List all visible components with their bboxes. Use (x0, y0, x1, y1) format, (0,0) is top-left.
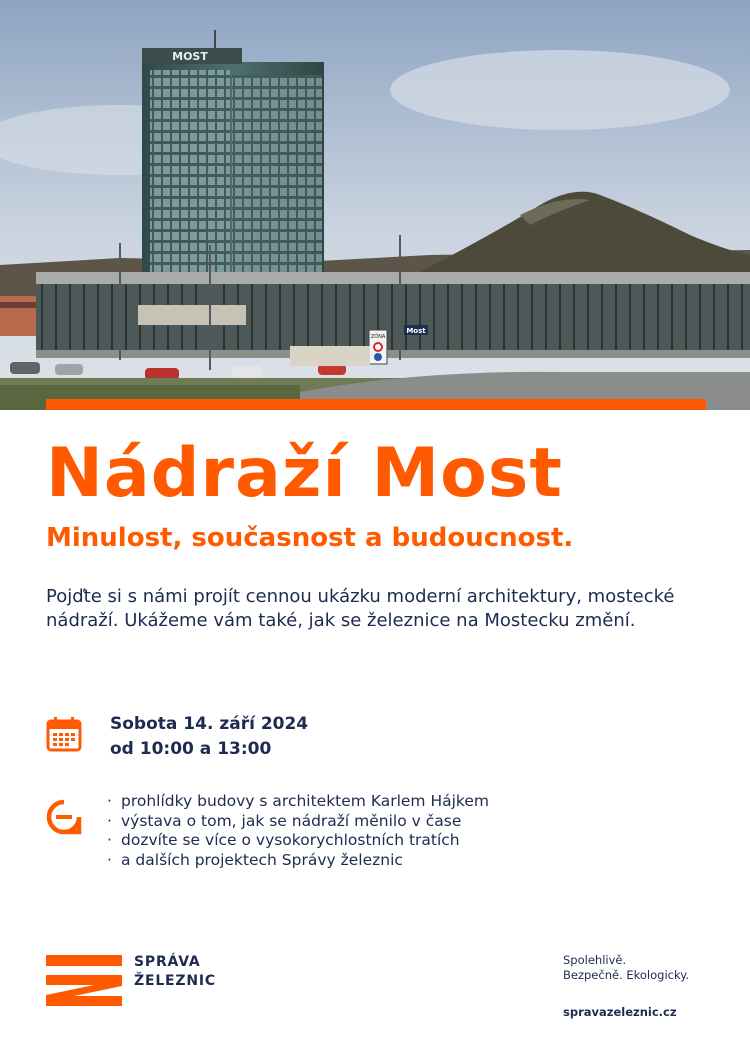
calendar-icon (46, 716, 82, 756)
brand-name (134, 953, 216, 991)
zone-sign: ZÓNA (370, 334, 386, 340)
highlights-list (105, 792, 489, 870)
station-photo (0, 0, 750, 410)
list-item: · výstava o tom, jak se nádraží měnilo v čase (105, 812, 489, 832)
list-item: · dozvíte se více o vysokorychlostních tratích (105, 831, 489, 851)
accent-bar (46, 399, 706, 410)
list-item: · prohlídky budovy s architektem Karlem Hájkem (105, 792, 489, 812)
list-item: · a dalších projektech Správy železnic (105, 851, 489, 871)
sz-logo-icon (46, 955, 122, 1021)
page-subtitle: Minulost, současnost a budoucnost. (46, 523, 574, 553)
brand-line-1: SPRÁVA (134, 954, 201, 970)
station-sign: Most (406, 327, 426, 335)
brand-line-2: ŽELEZNIC (134, 973, 216, 989)
event-date: Sobota 14. září 2024 (110, 714, 309, 734)
event-time: od 10:00 a 13:00 (110, 739, 272, 759)
page-title: Nádraží Most (46, 434, 563, 513)
website-link[interactable]: spravazeleznic.cz (563, 1005, 677, 1019)
intro-text: Pojďte si s námi projít cennou ukázku moderní architektury, mostecké nádraží. Ukážeme vám také, jak se železnice na Mostecku změní. (46, 586, 675, 631)
tagline-line-2: Bezpečně. Ekologicky. (563, 968, 690, 982)
tagline-line-1: Spolehlivě. (563, 953, 627, 967)
event-datetime (110, 712, 308, 762)
tagline (563, 953, 689, 983)
info-bubble-icon (46, 799, 82, 839)
building-sign: MOST (172, 50, 208, 63)
